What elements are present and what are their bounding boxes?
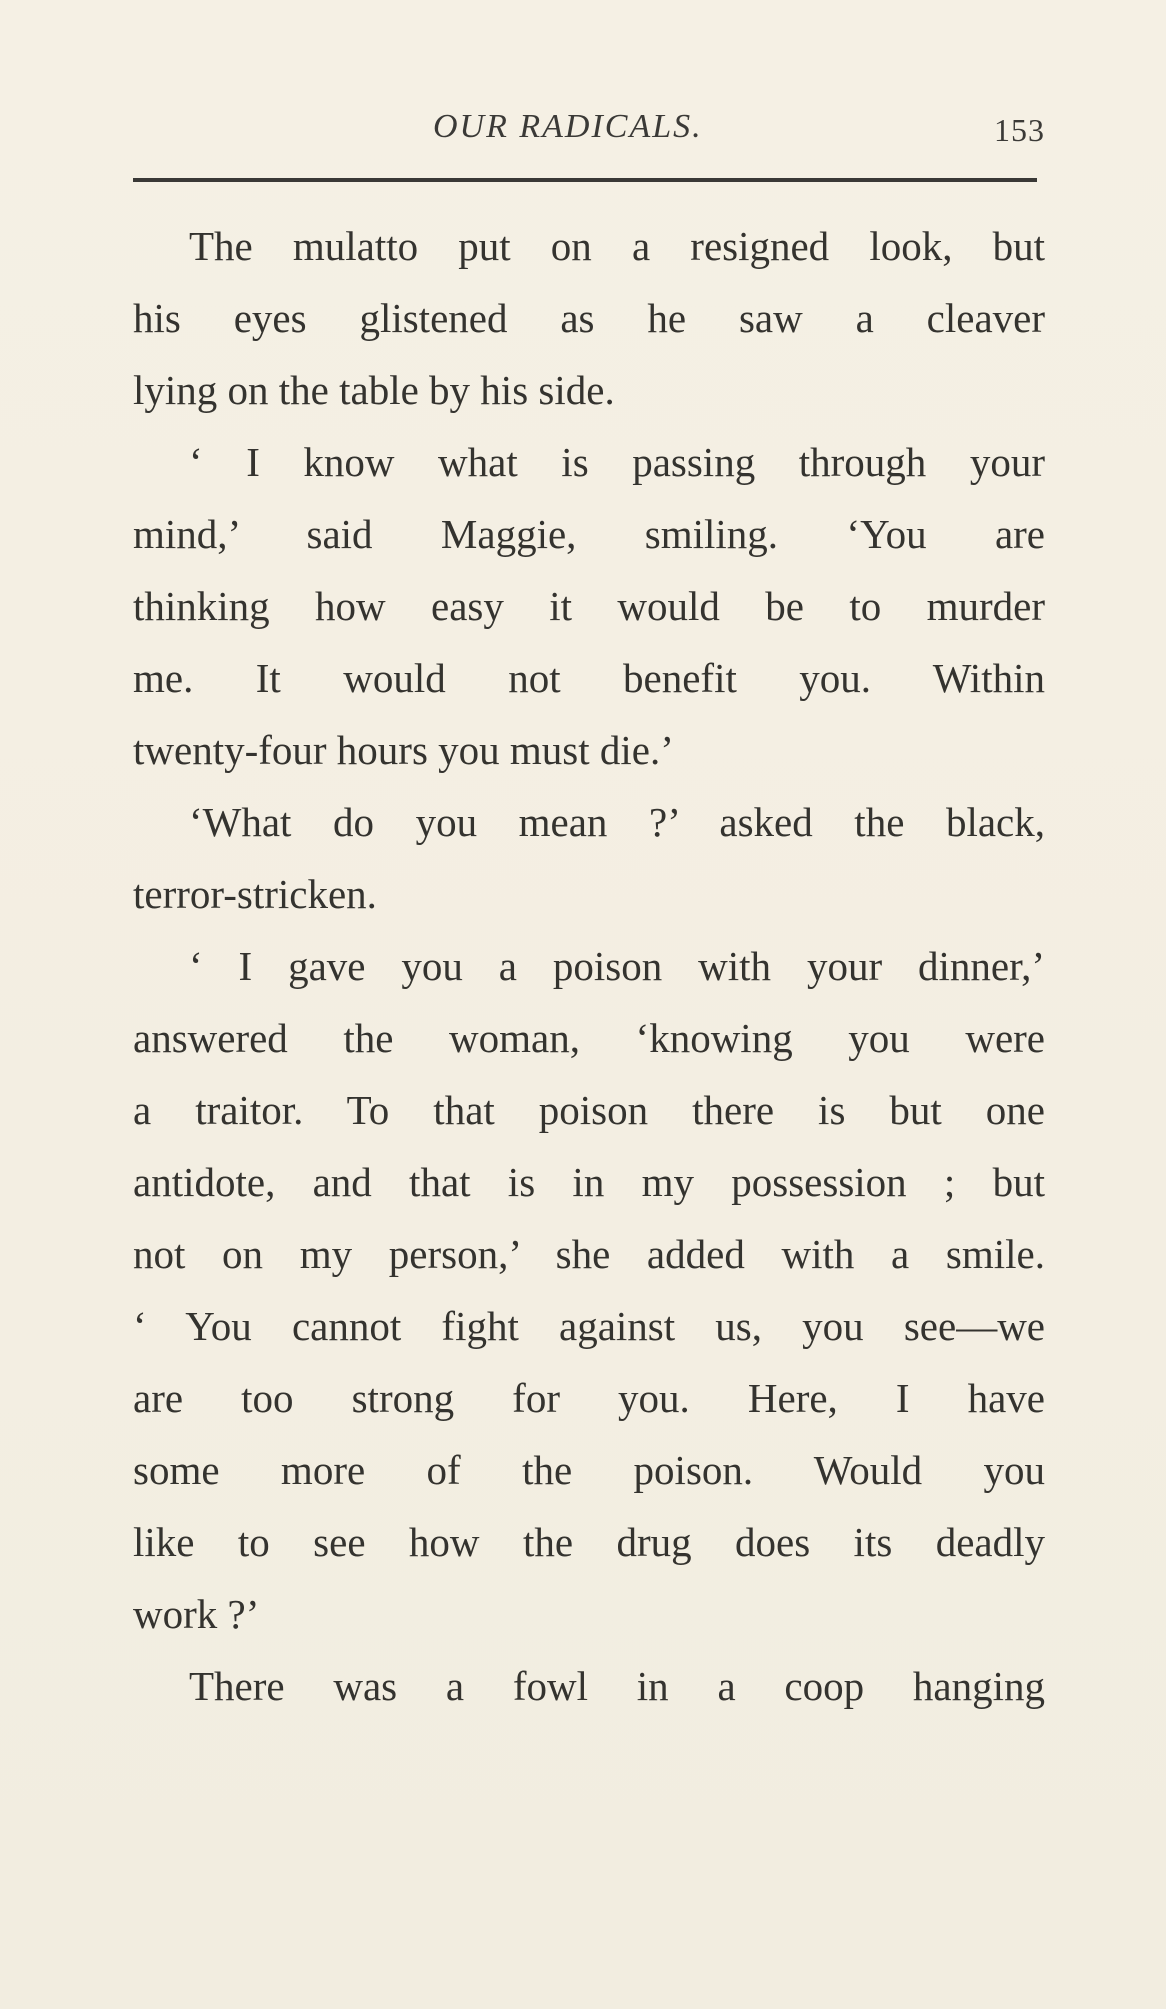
text-line: There was a fowl in a coop hanging	[189, 1663, 1045, 1709]
text-line: The mulatto put on a resigned look, but	[189, 223, 1045, 269]
text-line: lying on the table by his side.	[133, 367, 615, 413]
text-line: ‘What do you mean ?’ asked the black,	[189, 799, 1045, 845]
text-line: like to see how the drug does its deadly	[133, 1519, 1045, 1565]
page-number: 153	[994, 112, 1045, 148]
text-line: mind,’ said Maggie, smiling. ‘You are	[133, 511, 1045, 557]
body-text	[133, 210, 1045, 1722]
text-line: thinking how easy it would be to murder	[133, 583, 1045, 629]
header-rule	[133, 178, 1037, 182]
text-line: twenty-four hours you must die.’	[133, 727, 674, 773]
text-line: his eyes glistened as he saw a cleaver	[133, 295, 1045, 341]
text-line: ‘ You cannot fight against us, you see—we	[133, 1303, 1045, 1349]
running-title: OUR RADICALS.	[433, 108, 703, 145]
text-line: not on my person,’ she added with a smile.	[133, 1231, 1045, 1277]
text-line: antidote, and that is in my possession ; but	[133, 1159, 1045, 1205]
text-line: are too strong for you. Here, I have	[133, 1375, 1045, 1421]
text-line: me. It would not benefit you. Within	[133, 655, 1045, 701]
text-line: answered the woman, ‘knowing you were	[133, 1015, 1045, 1061]
text-line: terror-stricken.	[133, 871, 377, 917]
running-head	[133, 108, 1045, 164]
text-line: work ?’	[133, 1591, 260, 1637]
text-line: some more of the poison. Would you	[133, 1447, 1045, 1493]
text-line: ‘ I know what is passing through your	[189, 439, 1045, 485]
text-line: ‘ I gave you a poison with your dinner,’	[189, 943, 1045, 989]
text-line: a traitor. To that poison there is but one	[133, 1087, 1045, 1133]
